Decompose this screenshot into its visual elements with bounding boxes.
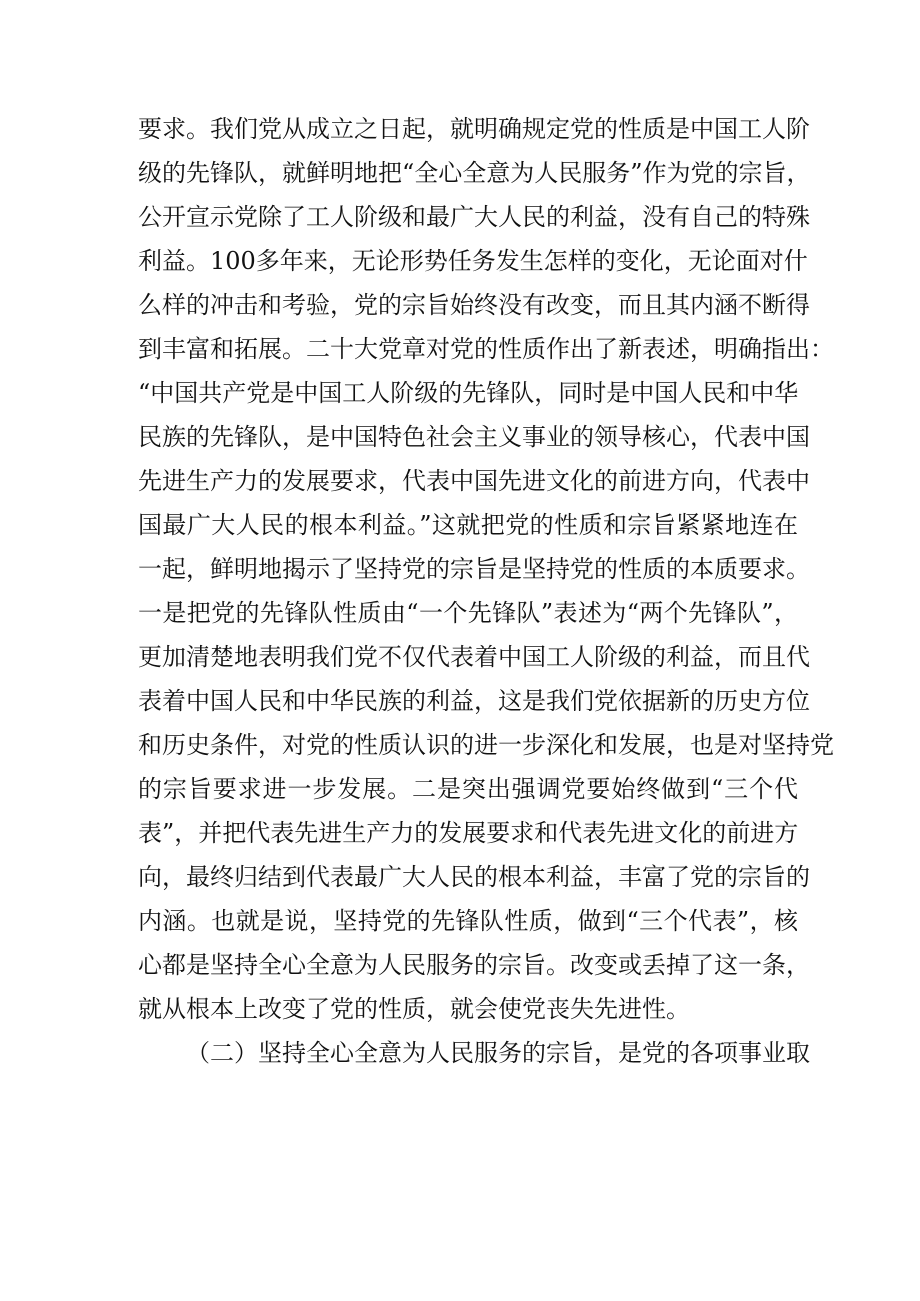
text-line-1: 要求。我们党从成立之日起，就明确规定党的性质是中国工人阶: [138, 115, 810, 143]
text-line-16: 的宗旨要求进一步发展。二是突出强调党要始终做到“三个代: [138, 775, 798, 803]
text-line-13: 更加清楚地表明我们党不仅代表着中国工人阶级的利益，而且代: [138, 643, 810, 671]
text-line-21: 就从根本上改变了党的性质，就会使党丧失先进性。: [138, 995, 690, 1023]
text-line-19: 内涵。也就是说，坚持党的先锋队性质，做到“三个代表”，核: [138, 907, 798, 935]
text-line-20: 心都是坚持全心全意为人民服务的宗旨。改变或丢掉了这一条，: [138, 951, 810, 979]
text-line-2: 级的先锋队，就鲜明地把“全心全意为人民服务”作为党的宗旨，: [138, 159, 811, 187]
text-line-12: 一是把党的先锋队性质由“一个先锋队”表述为“两个先锋队”，: [138, 599, 798, 627]
text-line-18: 向，最终归结到代表最广大人民的根本利益，丰富了党的宗旨的: [138, 863, 810, 891]
text-line-6: 到丰富和拓展。二十大党章对党的性质作出了新表述，明确指出：: [138, 335, 834, 363]
text-line-10: 国最广大人民的根本利益。”这就把党的性质和宗旨紧紧地连在: [138, 511, 798, 539]
text-line-7: “中国共产党是中国工人阶级的先锋队，同时是中国人民和中华: [138, 379, 799, 407]
text-line-4: 利益。100多年来，无论形势任务发生怎样的变化，无论面对什: [138, 247, 808, 275]
text-line-5: 么样的冲击和考验，党的宗旨始终没有改变，而且其内涵不断得: [138, 291, 810, 319]
text-line-14: 表着中国人民和中华民族的利益，这是我们党依据新的历史方位: [138, 687, 810, 715]
text-line-8: 民族的先锋队，是中国特色社会主义事业的领导核心，代表中国: [138, 423, 810, 451]
text-line-9: 先进生产力的发展要求，代表中国先进文化的前进方向，代表中: [138, 467, 810, 495]
body-text: [138, 107, 834, 1075]
text-line-17: 表”，并把代表先进生产力的发展要求和代表先进文化的前进方: [138, 819, 799, 847]
text-line-11: 一起，鲜明地揭示了坚持党的宗旨是坚持党的性质的本质要求。: [138, 555, 810, 583]
section-heading-2: （二）坚持全心全意为人民服务的宗旨，是党的各项事业取: [186, 1039, 810, 1067]
text-line-15: 和历史条件，对党的性质认识的进一步深化和发展，也是对坚持党: [138, 731, 834, 759]
text-line-3: 公开宣示党除了工人阶级和最广大人民的利益，没有自己的特殊: [138, 203, 810, 231]
